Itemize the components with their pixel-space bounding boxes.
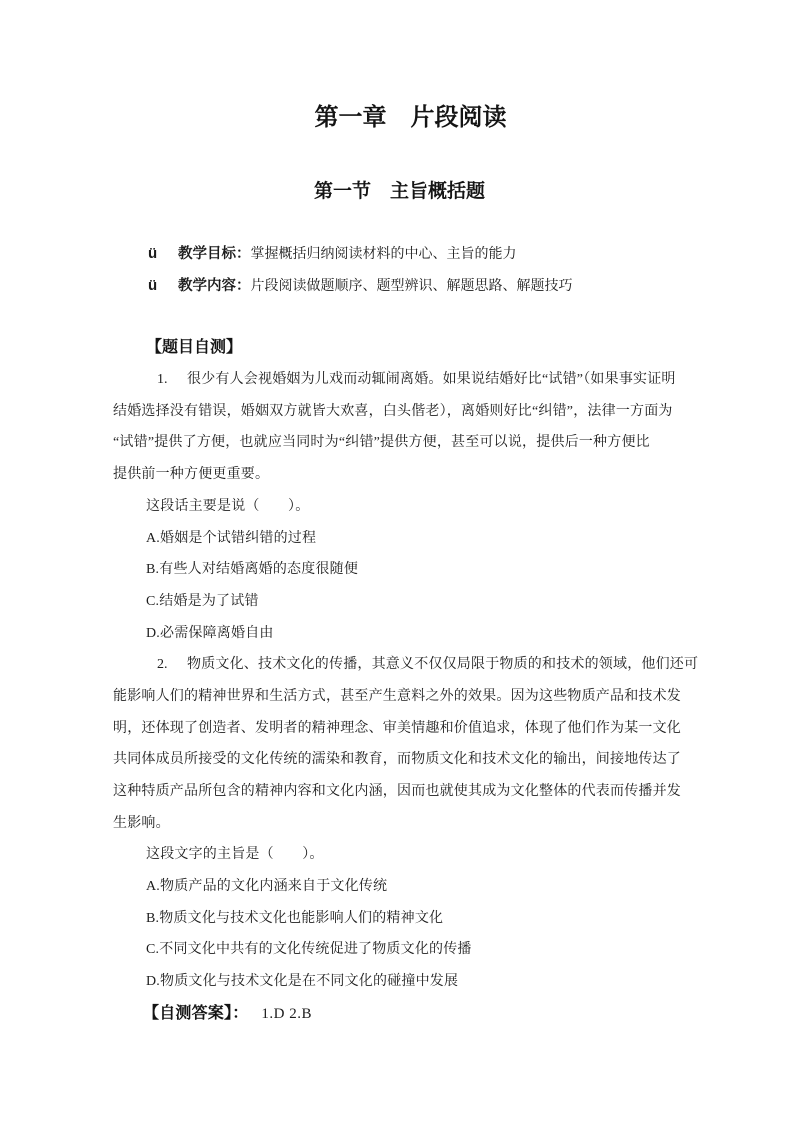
teaching-objectives xyxy=(113,238,676,301)
objective-text: 片段阅读做题顺序、题型辨识、解题思路、解题技巧 xyxy=(250,278,573,294)
question-1-option-a: A.婚姻是个试错纠错的过程 xyxy=(146,530,317,546)
question-2-stem-line xyxy=(113,649,699,681)
question-1-prompt: 这段话主要是说（ ）。 xyxy=(146,498,310,514)
question-1-stem-line: “试错”提供了方便，也就应当同时为“纠错”提供方便，甚至可以说，提供后一种方便比 xyxy=(113,435,650,451)
question-1-option-b: B.有些人对结婚离婚的态度很随便 xyxy=(146,562,359,578)
section-title: 第一节 主旨概括题 xyxy=(313,181,485,202)
objective-label: 教学目标： xyxy=(178,246,251,262)
answers-value: 1.D 2.B xyxy=(261,1005,312,1022)
question-2-number: 2. xyxy=(157,657,168,673)
question-2-stem-line: 生影响。 xyxy=(113,815,170,831)
question-2-option-b: B.物质文化与技术文化也能影响人们的精神文化 xyxy=(146,910,444,926)
self-test-body xyxy=(113,364,699,1029)
question-1-option-d: D.必需保障离婚自由 xyxy=(146,625,274,641)
objective-row-content xyxy=(113,270,676,302)
question-2-option-d: D.物质文化与技术文化是在不同文化的碰撞中发展 xyxy=(146,974,459,990)
question-2-stem-text: 物质文化、技术文化的传播，其意义不仅仅局限于物质的和技术的领域，他们还可 xyxy=(187,657,699,673)
question-2-stem-line: 能影响人们的精神世界和生活方式，甚至产生意料之外的效果。因为这些物质产品和技术发 xyxy=(113,688,681,704)
self-test-heading: 【题目自测】 xyxy=(146,339,243,357)
question-2-option-a: A.物质产品的文化内涵来自于文化传统 xyxy=(146,879,388,895)
question-2-stem-line: 共同体成员所接受的文化传统的濡染和教育，而物质文化和技术文化的输出，间接地传达了 xyxy=(113,752,681,768)
question-2-option-c: C.不同文化中共有的文化传统促进了物质文化的传播 xyxy=(146,942,472,958)
objective-text: 掌握概括归纳阅读材料的中心、主旨的能力 xyxy=(250,247,517,262)
question-1-stem-text: 很少有人会视婚姻为儿戏而动辄闹离婚。如果说结婚好比“试错”（如果事实证明 xyxy=(187,372,676,388)
checkmark-bullet-icon: ü xyxy=(148,276,158,294)
question-1-stem-line: 结婚选择没有错误，婚姻双方就皆大欢喜，白头偕老），离婚则好比“纠错”，法律一方面为 xyxy=(113,403,673,419)
question-1-stem-line: 提供前一种方便更重要。 xyxy=(113,467,270,483)
answers-label: 【自测答案】： xyxy=(143,1004,249,1022)
objective-row-goal xyxy=(113,238,676,270)
chapter-title: 第一章 片段阅读 xyxy=(314,105,507,131)
question-2-stem-line: 明，还体现了创造者、发明者的精神理念、审美情趣和价值追求，体现了他们作为某一文化 xyxy=(113,720,681,736)
objective-label: 教学内容： xyxy=(178,277,251,294)
question-2-stem-line: 这种特质产品所包含的精神内容和文化内涵，因而也就使其成为文化整体的代表而传播并发 xyxy=(113,784,681,799)
question-2-prompt: 这段文字的主旨是（ ）。 xyxy=(146,847,324,863)
question-1-stem-line xyxy=(113,364,676,396)
question-1-number: 1. xyxy=(157,372,168,388)
self-test-answers xyxy=(113,998,676,1030)
question-1-option-c: C.结婚是为了试错 xyxy=(146,593,259,609)
checkmark-bullet-icon: ü xyxy=(148,245,158,262)
